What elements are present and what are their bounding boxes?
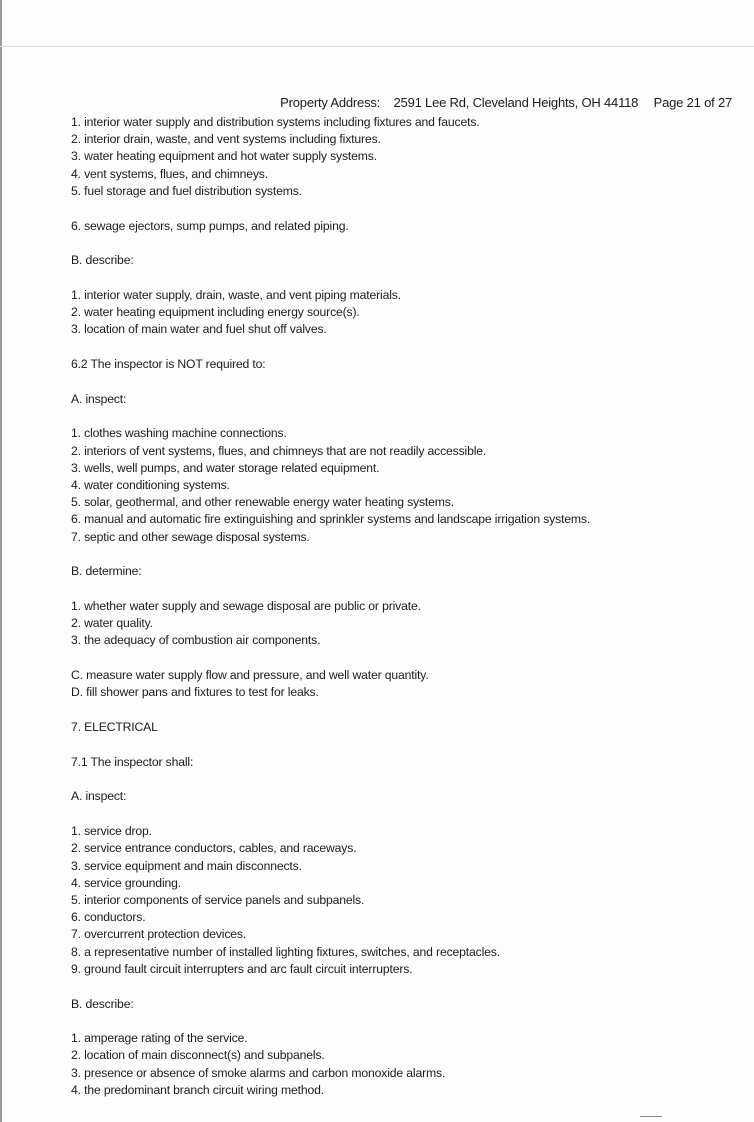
paragraph-gap [71, 373, 731, 391]
paragraph-gap [71, 736, 731, 754]
text-block [71, 823, 731, 978]
text-block [71, 356, 731, 373]
scan-divider [0, 46, 754, 47]
document-body [71, 114, 731, 1099]
text-line: 7. ELECTRICAL [71, 720, 158, 735]
paragraph-gap [71, 702, 731, 720]
property-address: 2591 Lee Rd, Cleveland Heights, OH 44118 [393, 95, 639, 110]
text-block [71, 114, 731, 200]
paragraph-gap [71, 269, 731, 287]
text-block [71, 667, 731, 701]
text-line: 2. water quality. [71, 616, 153, 631]
paragraph-gap [71, 200, 731, 218]
paragraph-gap [71, 546, 731, 564]
text-line: A. inspect: [71, 391, 127, 406]
paragraph-gap [71, 771, 731, 789]
text-line: 1. service drop. [71, 824, 152, 839]
text-line: 1. interior water supply and distribution systems including fixtures and faucets. [71, 115, 480, 129]
text-line: 3. water heating equipment and hot water supply systems. [71, 149, 377, 164]
text-line: 2. location of main disconnect(s) and subpanels. [71, 1048, 325, 1063]
text-line: B. determine: [71, 564, 142, 579]
text-line: 7. septic and other sewage disposal systems. [71, 529, 310, 544]
paragraph-gap [71, 978, 731, 996]
text-line: B. describe: [71, 996, 134, 1011]
text-line: 7.1 The inspector shall: [71, 754, 194, 769]
text-line: 4. water conditioning systems. [71, 478, 230, 493]
text-line: 2. interiors of vent systems, flues, and chimneys that are not readily accessible. [71, 443, 487, 458]
text-line: 3. service equipment and main disconnects. [71, 858, 302, 873]
paragraph-gap [71, 339, 731, 357]
text-line: 2. water heating equipment including energy source(s). [71, 305, 360, 320]
paragraph-gap [71, 806, 731, 824]
text-block [71, 598, 731, 650]
paragraph-gap [71, 235, 731, 253]
text-line: 5. fuel storage and fuel distribution systems. [71, 183, 302, 198]
text-line: 1. clothes washing machine connections. [71, 426, 287, 441]
text-line: 6. manual and automatic fire extinguishing and sprinkler systems and landscape irrigation systems. [71, 512, 591, 527]
text-line: 3. the adequacy of combustion air components. [71, 633, 321, 648]
text-line: 5. interior components of service panels and subpanels. [71, 893, 365, 907]
text-line: 6. sewage ejectors, sump pumps, and related piping. [71, 218, 349, 233]
text-line: C. measure water supply flow and pressure, and well water quantity. [71, 668, 429, 683]
text-line: A. inspect: [71, 789, 127, 804]
text-line: 9. ground fault circuit interrupters and arc fault circuit interrupters. [71, 961, 413, 976]
text-line: 1. interior water supply, drain, waste, and vent piping materials. [71, 287, 401, 302]
text-line: 3. presence or absence of smoke alarms and carbon monoxide alarms. [71, 1065, 446, 1080]
paragraph-gap [71, 408, 731, 426]
text-block [71, 719, 731, 736]
paragraph-gap [71, 650, 731, 668]
text-line: B. describe: [71, 253, 134, 268]
text-line: D. fill shower pans and fixtures to test for leaks. [71, 685, 319, 700]
page-number: Page 21 of 27 [653, 95, 732, 110]
text-line: 3. wells, well pumps, and water storage related equipment. [71, 460, 380, 475]
text-line: 6. conductors. [71, 910, 146, 925]
text-line: 8. a representative number of installed lighting fixtures, switches, and receptacles. [71, 944, 500, 959]
text-line: 7. overcurrent protection devices. [71, 927, 247, 942]
text-line: 3. location of main water and fuel shut off valves. [71, 322, 327, 337]
text-block [71, 788, 731, 805]
text-block [71, 218, 731, 235]
text-line: 4. service grounding. [71, 875, 181, 890]
text-block [71, 391, 731, 408]
text-block [71, 996, 731, 1013]
text-line: 4. vent systems, flues, and chimneys. [71, 166, 268, 181]
paragraph-gap [71, 581, 731, 599]
text-block [71, 1030, 731, 1099]
paragraph-gap [71, 1013, 731, 1031]
text-block [71, 252, 731, 269]
address-label: Property Address: [280, 95, 381, 110]
text-block [71, 563, 731, 580]
text-line: 6.2 The inspector is NOT required to: [71, 357, 266, 372]
text-line: 4. the predominant branch circuit wiring method. [71, 1082, 324, 1097]
text-line: 1. amperage rating of the service. [71, 1031, 248, 1046]
text-block [71, 425, 731, 545]
text-line: 1. whether water supply and sewage disposal are public or private. [71, 599, 421, 614]
scan-mark [640, 1116, 662, 1117]
text-block [71, 287, 731, 339]
scan-left-edge [0, 0, 2, 1122]
text-line: 2. service entrance conductors, cables, and raceways. [71, 841, 357, 856]
text-line: 5. solar, geothermal, and other renewable energy water heating systems. [71, 495, 454, 510]
text-line: 2. interior drain, waste, and vent systems including fixtures. [71, 132, 381, 147]
page-header [280, 95, 732, 110]
text-block [71, 754, 731, 771]
